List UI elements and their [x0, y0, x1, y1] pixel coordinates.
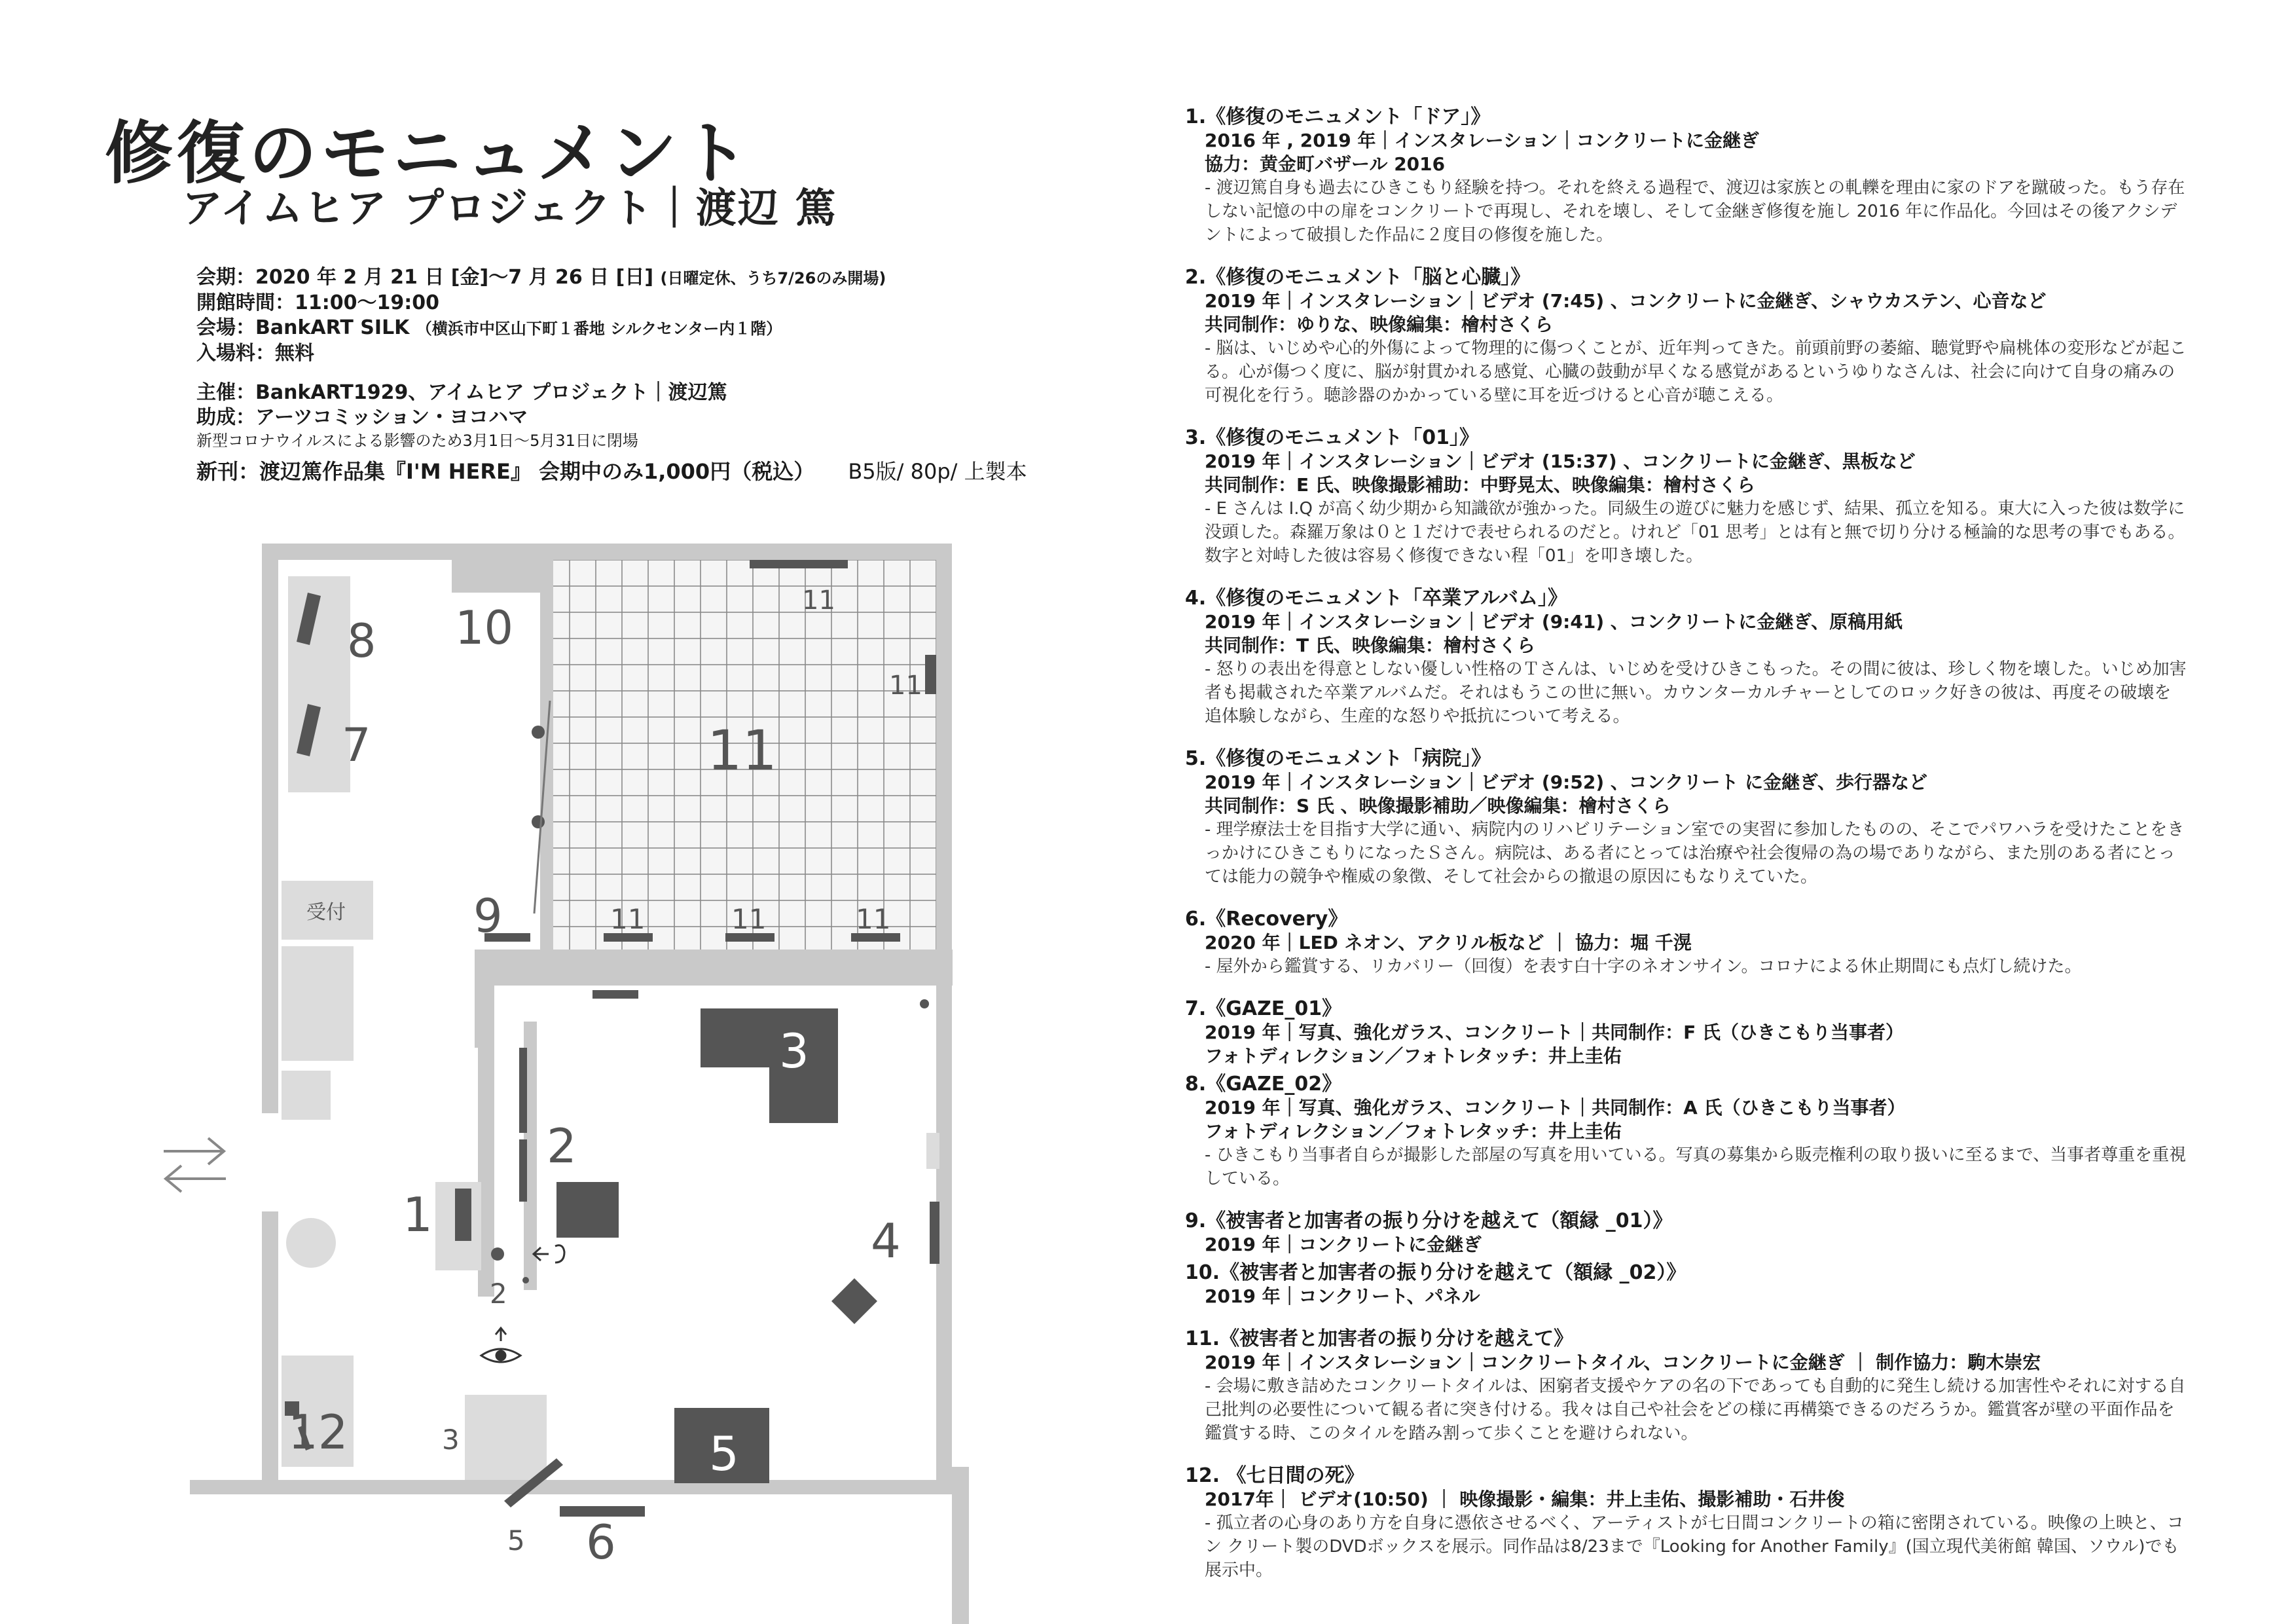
work-description: - 屋外から鑑賞する、リカバリー（回復）を表す白十字のネオンサイン。コロナによる休止期間にも点灯し続けた。 — [1205, 957, 2082, 976]
work-detail: 2020 年｜LED ネオン、アクリル板など ｜ 協力：堀 千滉 — [1205, 932, 1692, 953]
label-11-top: 11 — [802, 585, 835, 616]
label-10: 10 — [455, 601, 514, 655]
label-9: 9 — [473, 889, 503, 943]
work-item — [1185, 907, 2187, 978]
work-detail: 2019 年｜インスタレーション｜コンクリートタイル、コンクリートに金継ぎ ｜ 制作協力：駒木崇宏 — [1205, 1352, 2041, 1373]
admission: 入場料：無料 — [196, 342, 314, 365]
work-title: 1.《修復のモニュメント「ドア」》 — [1185, 105, 1491, 128]
work-description: - 孤立者の心身のあり方を自身に憑依させるべく、アーティストが七日間コンクリートの箱に密閉されている。映像の上映と、コン クリート製のDVDボックスを展示。同作品は8/23まで『Looking for Another Family』(国立現代美術館 韓国、ソウル)でも展示中。 — [1205, 1513, 2184, 1580]
work-detail: 2019 年｜インスタレーション｜ビデオ (9:41) 、コンクリートに金継ぎ、原稿用紙 — [1205, 611, 1903, 633]
period-note: (日曜定休、うち7/26のみ開場) — [660, 269, 886, 287]
work-item — [1185, 105, 2187, 247]
work-item — [1185, 586, 2187, 728]
work-item — [1185, 1072, 2187, 1190]
label-11-b: 11 — [731, 903, 767, 935]
work-detail: フォトディレクション／フォトレタッチ：井上圭佑 — [1205, 1120, 1622, 1142]
eye-icon — [481, 1328, 520, 1362]
work-item — [1185, 997, 2187, 1068]
period: 会期：2020 年 2 月 21 日 [金]〜7 月 26 日 [日] — [196, 266, 654, 289]
label-3-large: 3 — [779, 1024, 809, 1079]
work-title: 6.《Recovery》 — [1185, 908, 1348, 931]
work-item — [1185, 265, 2187, 407]
page-subtitle: アイムヒア プロジェクト｜渡辺 篤 — [182, 184, 837, 232]
work-detail: 共同制作：S 氏 、映像撮影補助／映像編集：檜村さくら — [1205, 795, 1671, 817]
closure-note: 新型コロナウイルスによる影響のため3月1日〜5月31日に閉場 — [196, 432, 638, 450]
works-list — [1185, 105, 2187, 1600]
work-detail: 2017年｜ ビデオ(10:50) ｜ 映像撮影・編集：井上圭佑、撮影補助・石井俊 — [1205, 1488, 1845, 1510]
label-6: 6 — [586, 1515, 616, 1570]
work-title: 9.《被害者と加害者の振り分けを越えて（額縁 _01）》 — [1185, 1209, 1673, 1232]
label-12: 12 — [288, 1405, 348, 1460]
work-description: - E さんは I.Q が高く幼少期から知識欲が強かった。同級生の遊びに魅力を感じず、結果、孤立を知る。東大に入った彼は数学に没頭した。森羅万象は０と１だけで表せられるのだと。けれど「01 思考」とは有と無で切り分ける極論的な思考の事でもある。数字と対峙した彼は容易く修復できない程「01」を叩き壊した。 — [1205, 499, 2185, 566]
work-title: 12. 《七日間の死》 — [1185, 1464, 1364, 1487]
work-item — [1185, 426, 2187, 568]
work-detail: 協力：黄金町バザール 2016 — [1205, 153, 1446, 175]
ear-icon — [534, 1246, 564, 1263]
work-item — [1185, 1464, 2187, 1582]
label-8: 8 — [347, 614, 376, 668]
floor-plan-drawing — [0, 0, 995, 1624]
work-title: 7.《GAZE_01》 — [1185, 997, 1342, 1020]
label-11-right: 11 — [889, 671, 922, 701]
work-description: - 理学療法士を目指す大学に通い、病院内のリハビリテーション室での実習に参加したものの、そこでパワハラを受けたことをきっかけにひきこもりになったＳさん。病院は、ある者にとっては治療や社会復帰の為の場でありながら、また別のある者にとっては能力の競争や権威の象徴、そして社会からの撤退の原因にもなりえていた。 — [1205, 820, 2185, 887]
work-item — [1185, 747, 2187, 889]
work-title: 8.《GAZE_02》 — [1185, 1073, 1342, 1096]
support: 助成：アーツコミッション・ヨコハマ — [196, 406, 528, 429]
work-detail: 共同制作：ゆりな、映像編集：檜村さくら — [1205, 314, 1554, 335]
organizer: 主催：BankART1929、アイムヒア プロジェクト｜渡辺篤 — [196, 381, 727, 404]
work-detail: 共同制作：T 氏、映像編集：檜村さくら — [1205, 635, 1535, 656]
label-5-large: 5 — [709, 1426, 739, 1481]
work-detail: 2019 年｜写真、強化ガラス、コンクリート｜共同制作：F 氏（ひきこもり当事者） — [1205, 1022, 1904, 1043]
work-detail: 2019 年｜インスタレーション｜ビデオ (7:45) 、コンクリートに金継ぎ、シャウカステン、心音など — [1205, 290, 2047, 312]
work-detail: 共同制作：E 氏、映像撮影補助：中野晃太、映像編集：檜村さくら — [1205, 474, 1755, 496]
work-detail: 2019 年｜コンクリートに金継ぎ — [1205, 1234, 1482, 1255]
label-11-c: 11 — [856, 903, 891, 935]
label-11-center: 11 — [707, 718, 777, 783]
venue-note: （横浜市中区山下町１番地 シルクセンター内１階） — [416, 320, 782, 338]
venue: 会場：BankART SILK — [196, 316, 410, 339]
label-2-large: 2 — [547, 1118, 577, 1173]
label-1: 1 — [403, 1187, 433, 1242]
page-title: 修復のモニュメント — [105, 113, 754, 193]
work-title: 11.《被害者と加害者の振り分けを越えて》 — [1185, 1327, 1574, 1350]
work-description: - 脳は、いじめや心的外傷によって物理的に傷つくことが、近年判ってきた。前頭前野の萎縮、聴覚野や扁桃体の変形などが起こる。心が傷つく度に、脳が射貫かれる感覚、心臓の鼓動が早くなる感覚があるというゆりなさんは、社会に向けて自身の痛みの可視化を行う。聴診器のかかっている壁に耳を近づけると心音が聴こえる。 — [1205, 339, 2187, 405]
reception-label: 受付 — [306, 901, 346, 924]
work-title: 5.《修復のモニュメント「病院」》 — [1185, 747, 1491, 770]
work-detail: フォトディレクション／フォトレタッチ：井上圭佑 — [1205, 1045, 1622, 1067]
work-detail: 2019 年｜写真、強化ガラス、コンクリート｜共同制作：A 氏（ひきこもり当事者） — [1205, 1097, 1906, 1118]
book-info: 新刊：渡辺篤作品集『I'M HERE』 会期中のみ1,000円（税込） — [196, 459, 815, 484]
work-description: - ひきこもり当事者自らが撮影した部屋の写真を用いている。写真の募集から販売権利の取り扱いに至るまで、当事者尊重を重視している。 — [1205, 1145, 2187, 1189]
hours: 開館時間：11:00〜19:00 — [196, 291, 439, 314]
label-4: 4 — [871, 1213, 901, 1268]
work-description: - 怒りの表出を得意としない優しい性格のＴさんは、いじめを受けひきこもった。その間に彼は、珍しく物を壊した。いじめ加害者も掲載された卒業アルバムだ。それはもうこの世に無い。カウンターカルチャーとしてのロック好きの彼は、再度その破壊を追体験しながら、生産的な怒りや抵抗について考える。 — [1205, 659, 2187, 726]
work-title: 4.《修復のモニュメント「卒業アルバム」》 — [1185, 587, 1567, 610]
work-description: - 会場に敷き詰めたコンクリートタイルは、困窮者支援やケアの名の下であっても自動的に発生し続ける加害性やそれに対する自己批判の必要性について観る者に突き付ける。我々は自己や社会をどの様に再構築できるのだろうか。鑑賞客が壁の平面作品を鑑賞する時、このタイルを踏み割って歩くことを避けられない。 — [1205, 1376, 2186, 1443]
entrance-arrows-icon — [164, 1138, 226, 1192]
label-7: 7 — [342, 718, 371, 772]
work-item — [1185, 1261, 2187, 1308]
work-item — [1185, 1327, 2187, 1445]
work-item — [1185, 1209, 2187, 1257]
label-3-small: 3 — [442, 1424, 460, 1456]
work-detail: 2016 年 , 2019 年｜インスタレーション｜コンクリートに金継ぎ — [1205, 130, 1759, 151]
book-spec: B5版/ 80p/ 上製本 — [848, 459, 1027, 484]
work-title: 3.《修復のモニュメント「01」》 — [1185, 426, 1480, 449]
label-2-small: 2 — [490, 1278, 507, 1310]
round-table — [286, 1218, 336, 1268]
work-detail: 2019 年｜インスタレーション｜ビデオ (9:52) 、コンクリート に金継ぎ、歩行器など — [1205, 771, 1927, 793]
work-title: 10.《被害者と加害者の振り分けを越えて（額縁 _02）》 — [1185, 1261, 1686, 1284]
label-11-a: 11 — [610, 903, 646, 935]
label-5-small: 5 — [507, 1524, 525, 1557]
work-detail: 2019 年｜インスタレーション｜ビデオ (15:37) 、コンクリートに金継ぎ、黒板など — [1205, 451, 1916, 472]
work-description: - 渡辺篤自身も過去にひきこもり経験を持つ。それを終える過程で、渡辺は家族との軋轢を理由に家のドアを蹴破った。もう存在しない記憶の中の扉をコンクリートで再現し、それを壊し、そして金継ぎ修復を施し 2016 年に作品化。今回はその後アクシデントによって破損した作品に２度目の修復を施した。 — [1205, 178, 2185, 245]
work-detail: 2019 年｜コンクリート、パネル — [1205, 1285, 1480, 1307]
work-title: 2.《修復のモニュメント「脳と心臓」》 — [1185, 266, 1531, 289]
